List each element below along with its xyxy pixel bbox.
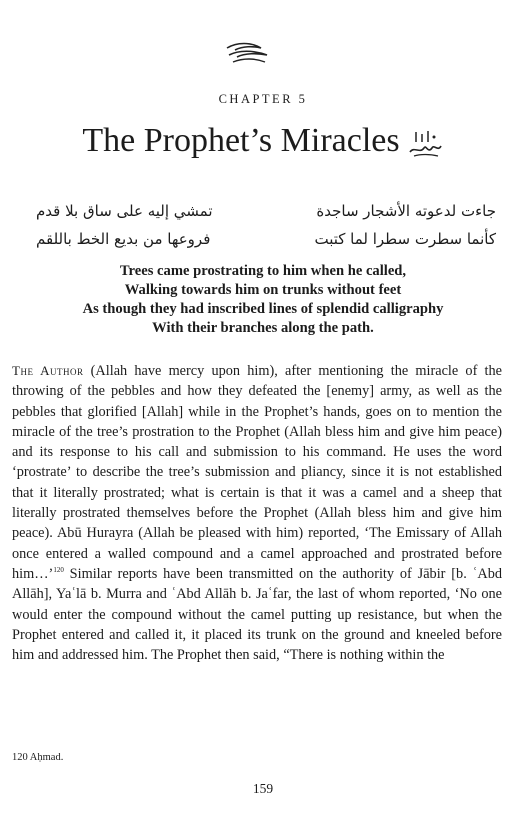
body-text-part-1: (Allah have mercy upon him), after mentioning the miracle of the throwing of the pebbles and how they defeated the [enemy] army, as well as the pebbles that glorified [Allah] while in the Prophet’s hands, goes on to mention the miracle of the tree’s prostration to the Prophet (Allah bless him and give him peace) and its response to his call and submission to his command. He uses the word ‘prostrate’ to describe the tree’s submission and pliancy, since it is not established that it literally prostrated; what is certain is that it was a camel and a sheep that literally prostrated themselves before the Prophet (Allah bless him and give him peace). Abū Hurayra (Allah be pleased with him) reported, ‘The Emissary of Allah once entered a walled compound and a camel approached and prostrated before him…’ [12, 363, 502, 582]
footnote-reference[interactable]: 120 [53, 566, 64, 575]
arabic-hemistich: كأنما سطرت سطرا لما كتبت [314, 230, 496, 248]
body-paragraph [12, 361, 502, 665]
arabic-hemistich: تمشي إليه على ساق بلا قدم [36, 202, 213, 220]
paragraph-lead: The Author [12, 363, 84, 378]
swirl-ornament-icon [223, 40, 273, 66]
body-text-part-2: Similar reports have been transmitted on the authority of Jābir [b. ʿAbd Allāh], Yaʿlā b. Murra and ʿAbd Allāh b. Jaʿfar, the last of whom reported, ‘No one would enter the compound without the camel putting up resistance, but when the Prophet entered and called it, it placed its trunk on the ground and kneeled before him and addressed him. The Prophet then said, “There is nothing within the [12, 565, 502, 664]
verse-line: Trees came prostrating to him when he called, [119, 263, 407, 279]
footnote: 120 Aḥmad. [12, 752, 64, 763]
verse-line: With their branches along the path. [152, 320, 374, 336]
verse-line: As though they had inscribed lines of splendid calligraphy [82, 301, 444, 317]
page-number: 159 [252, 781, 274, 796]
arabic-verse-line-1 [36, 201, 496, 221]
chapter-title-block [0, 121, 526, 161]
arabic-hemistich: فروعها من بديع الخط باللقم [36, 230, 211, 248]
chapter-label: CHAPTER 5 [218, 92, 308, 106]
arabic-hemistich: جاءت لدعوته الأشجار ساجدة [316, 202, 496, 220]
page-title: The Prophet’s Miracles [82, 122, 400, 159]
verse-line: Walking towards him on trunks without feet [124, 282, 402, 298]
arabic-verse-line-2 [36, 229, 496, 249]
arabic-honorific-calligraphy-icon [406, 128, 444, 158]
verse-translation [0, 262, 526, 338]
